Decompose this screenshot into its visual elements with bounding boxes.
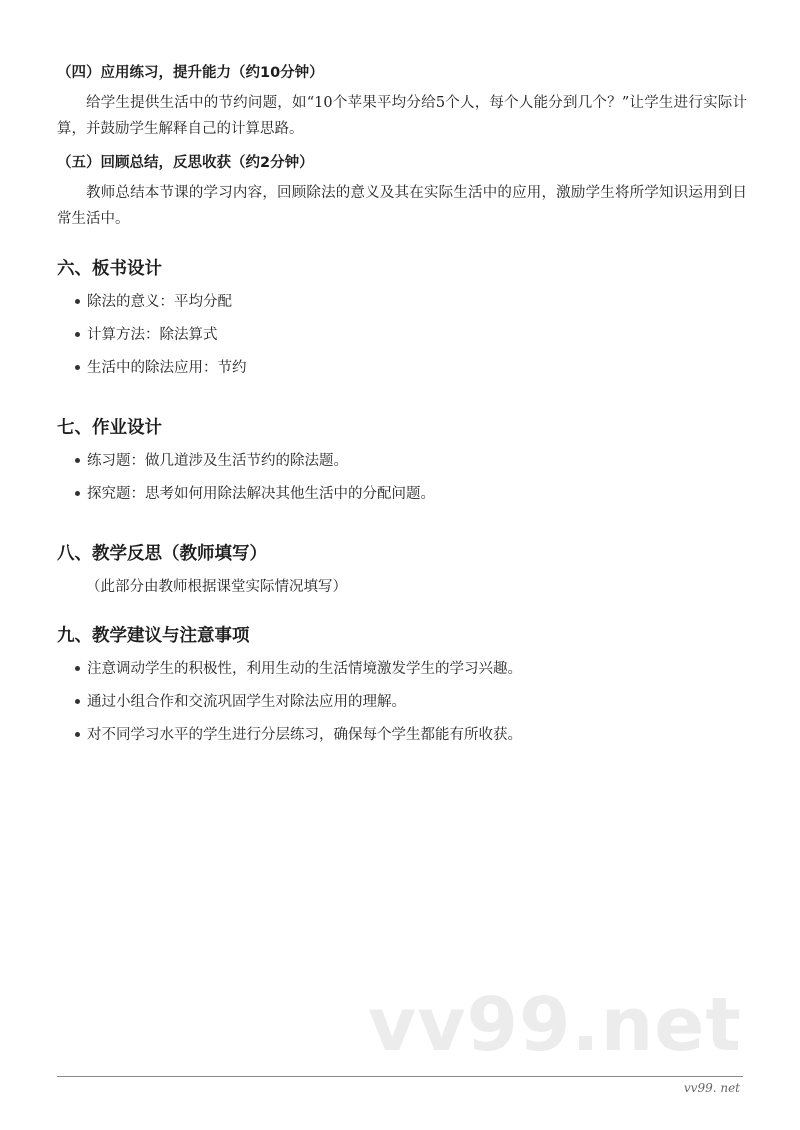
bullet-dot-icon xyxy=(75,666,80,671)
bullet-dot-icon xyxy=(75,332,80,337)
homework-list xyxy=(57,451,747,504)
subsection-heading-4: （四）应用练习，提升能力（约10分钟） xyxy=(57,65,324,81)
list-item: 除法的意义：平均分配 xyxy=(75,292,747,312)
section-title-advice: 九、教学建议与注意事项 xyxy=(57,626,250,646)
board-list xyxy=(57,292,747,378)
advice-list xyxy=(57,659,747,745)
footer-divider xyxy=(57,1076,743,1077)
list-item: 注意调动学生的积极性，利用生动的生活情境激发学生的学习兴趣。 xyxy=(75,659,747,679)
list-item: 通过小组合作和交流巩固学生对除法应用的理解。 xyxy=(75,692,747,712)
subsection-paragraph-5: 教师总结本节课的学习内容，回顾除法的意义及其在实际生活中的应用，激励学生将所学知识运用到日常生活中。 xyxy=(57,185,747,227)
footer-site-label: vv99. net xyxy=(683,1081,740,1095)
list-item: 计算方法：除法算式 xyxy=(75,325,747,345)
list-item: 对不同学习水平的学生进行分层练习，确保每个学生都能有所收获。 xyxy=(75,725,747,745)
subsection-heading-5: （五）回顾总结，反思收获（约2分钟） xyxy=(57,155,314,171)
reflection-note: （此部分由教师根据课堂实际情况填写） xyxy=(86,579,347,595)
section-title-homework: 七、作业设计 xyxy=(57,418,162,438)
bullet-dot-icon xyxy=(75,699,80,704)
subsection-paragraph-4: 给学生提供生活中的节约问题，如“10个苹果平均分给5个人，每个人能分到几个？”让学生进行实际计算，并鼓励学生解释自己的计算思路。 xyxy=(57,95,747,137)
bullet-dot-icon xyxy=(75,458,80,463)
list-item: 练习题：做几道涉及生活节约的除法题。 xyxy=(75,451,747,471)
section-title-board: 六、板书设计 xyxy=(57,259,162,279)
list-item: 探究题：思考如何用除法解决其他生活中的分配问题。 xyxy=(75,484,747,504)
bullet-dot-icon xyxy=(75,299,80,304)
bullet-dot-icon xyxy=(75,491,80,496)
watermark: vv99.net xyxy=(368,982,742,1068)
bullet-dot-icon xyxy=(75,732,80,737)
document-content xyxy=(57,62,747,758)
bullet-dot-icon xyxy=(75,365,80,370)
list-item: 生活中的除法应用：节约 xyxy=(75,358,747,378)
section-title-reflection: 八、教学反思（教师填写） xyxy=(57,544,267,564)
